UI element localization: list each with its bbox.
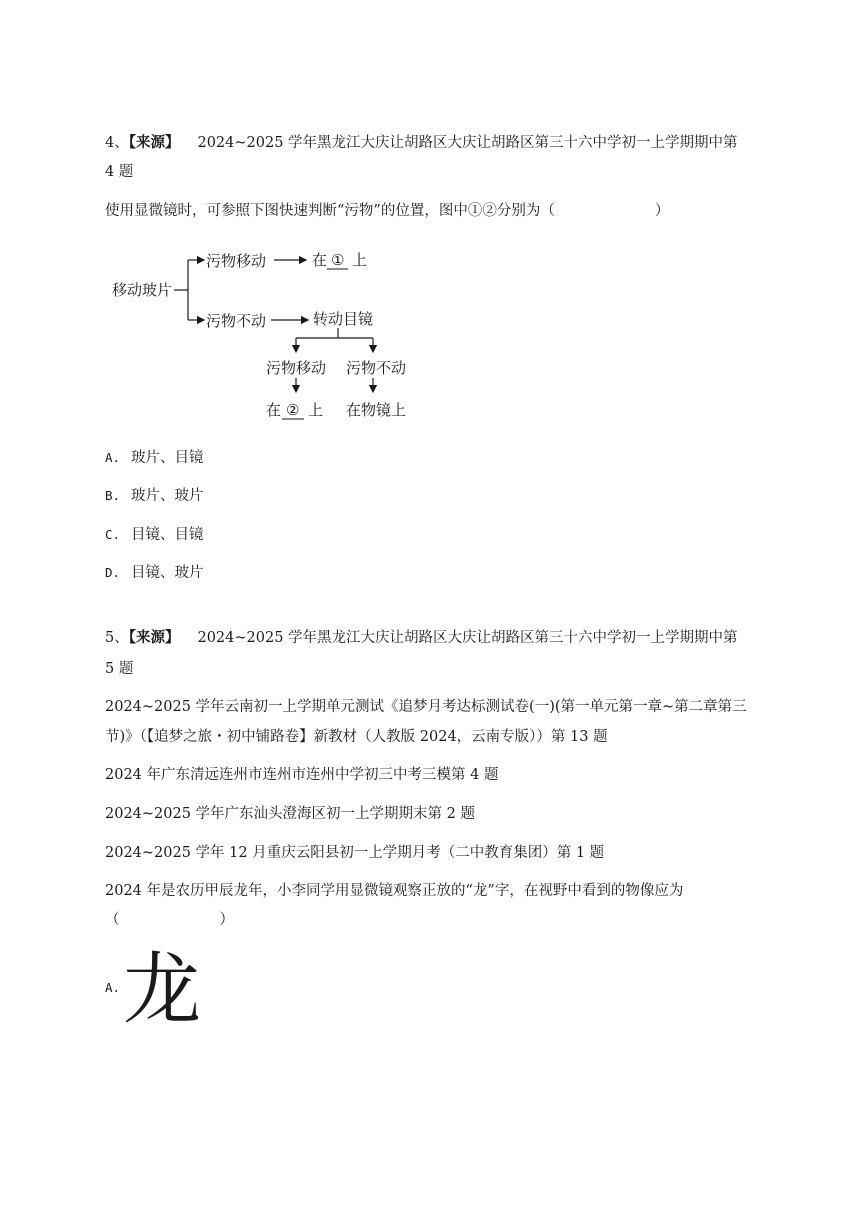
q4-stem xyxy=(105,201,669,221)
option-letter: D. xyxy=(105,565,121,580)
diagram-branch-top: 污物移动 xyxy=(206,252,267,270)
q4-option-a[interactable] xyxy=(105,448,204,468)
q4-number: 4、 xyxy=(105,135,129,151)
option-letter: B. xyxy=(105,488,121,503)
q5-source-text: 2024~2025 学年黑龙江大庆让胡路区大庆让胡路区第三十六中学初一上学期期中第 xyxy=(197,630,738,646)
q5-option-a-letter[interactable]: A. xyxy=(105,980,121,995)
q4-source-tag: 【来源】 xyxy=(128,134,180,151)
diagram-sub-left: 污物移动 xyxy=(266,359,327,377)
diagram-result-top-prefix: 在 xyxy=(312,251,328,269)
option-text: 玻片、玻片 xyxy=(131,488,204,504)
diagram-result-right: 在物镜上 xyxy=(346,401,407,419)
q5-source-cont: 5 题 xyxy=(105,661,134,677)
q5-number: 5、 xyxy=(105,630,129,646)
diagram-root-label: 移动玻片 xyxy=(112,281,173,299)
q5-source-line: 节)》（【追梦之旅・初中铺路卷】新教材（人教版 2024，云南专版））第 13 题 xyxy=(105,729,608,745)
option-letter: A. xyxy=(105,450,121,465)
diagram-sub-right: 污物不动 xyxy=(346,359,407,377)
q4-option-c[interactable] xyxy=(105,525,204,545)
q4-source-cont: 4 题 xyxy=(105,164,134,180)
q5-answer-paren xyxy=(105,910,234,930)
diagram-rotate-eyepiece: 转动目镜 xyxy=(313,310,374,328)
microscope-dirt-flowchart xyxy=(108,240,428,430)
q5-source-line: 2024~2025 学年 12 月重庆云阳县初一上学期月考（二中教育集团）第 1 题 xyxy=(105,845,605,861)
q5-source-line: 2024~2025 学年云南初一上学期单元测试《追梦月考达标测试卷(一)(第一单元第一章~第二章第三 xyxy=(105,699,747,715)
option-text: 玻片、目镜 xyxy=(131,450,204,466)
q4-header xyxy=(105,133,738,153)
q5-source-line: 2024 年广东清远连州市连州市连州中学初三中考三模第 4 题 xyxy=(105,767,499,783)
option-text: 目镜、玻片 xyxy=(131,565,204,581)
q5-source-line: 2024~2025 学年广东汕头澄海区初一上学期期末第 2 题 xyxy=(105,806,476,822)
q5-header xyxy=(105,628,738,648)
option-letter: C. xyxy=(105,527,121,542)
paren-close: ） xyxy=(219,912,234,928)
q4-option-b[interactable] xyxy=(105,486,204,506)
paren-open: （ xyxy=(105,912,120,928)
diagram-result-top-mark: ① xyxy=(331,251,345,269)
diagram-branch-bottom: 污物不动 xyxy=(206,312,267,330)
diagram-result-left-prefix: 在 xyxy=(266,401,282,419)
q5-source-tag: 【来源】 xyxy=(128,629,180,646)
q4-source-text: 2024~2025 学年黑龙江大庆让胡路区大庆让胡路区第三十六中学初一上学期期中第 xyxy=(197,135,738,151)
q5-option-a-image-char[interactable]: 龙 xyxy=(123,945,202,1035)
q4-option-d[interactable] xyxy=(105,563,204,583)
option-text: 目镜、目镜 xyxy=(131,527,204,543)
q4-stem-text: 使用显微镜时，可参照下图快速判断“污物”的位置，图中①②分别为（ xyxy=(105,203,555,219)
q4-stem-close: ） xyxy=(654,203,670,219)
diagram-result-left-suffix: 上 xyxy=(308,401,324,419)
q5-stem: 2024 年是农历甲辰龙年，小李同学用显微镜观察正放的“龙”字，在视野中看到的物像应为 xyxy=(105,883,684,899)
diagram-result-left-mark: ② xyxy=(286,401,300,419)
diagram-result-top-suffix: 上 xyxy=(352,251,368,269)
